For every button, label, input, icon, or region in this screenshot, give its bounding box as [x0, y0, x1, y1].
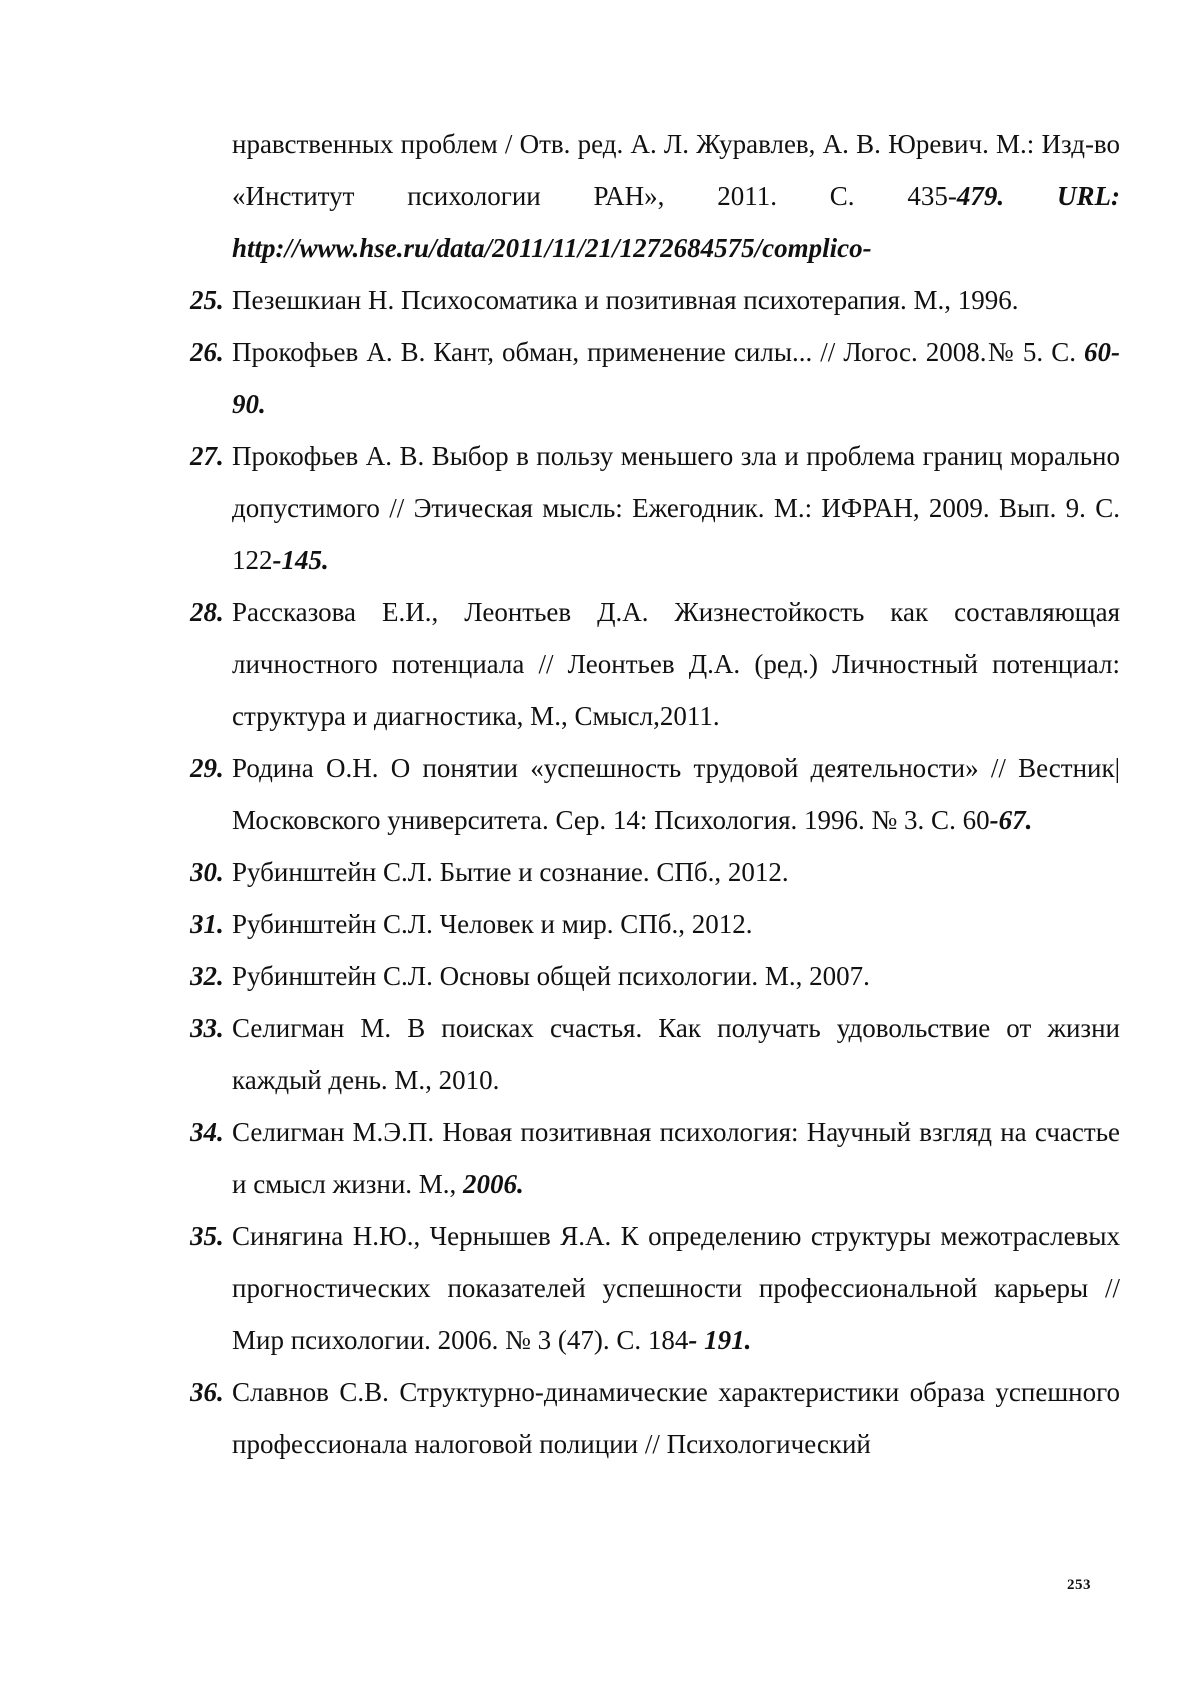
- reference-item-31: [190, 898, 1120, 950]
- reference-number: 26.: [190, 326, 224, 378]
- reference-item-34: [190, 1106, 1120, 1210]
- reference-item-25: [190, 274, 1120, 326]
- reference-text: Селигман М.Э.П. Новая позитивная психология: Научный взгляд на счастье и смысл жизни. М.,: [232, 1117, 1120, 1199]
- reference-number: 25.: [190, 274, 224, 326]
- reference-number: 30.: [190, 846, 224, 898]
- reference-number: 31.: [190, 898, 224, 950]
- reference-item-29: [190, 742, 1120, 846]
- reference-bold-tail: 479. URL:: [957, 181, 1120, 211]
- reference-item-26: [190, 326, 1120, 430]
- reference-bold-tail: 2006.: [456, 1169, 524, 1199]
- reference-text: Пезешкиан Н. Психосоматика и позитивная психотерапия. М., 1996.: [232, 285, 1019, 315]
- reference-item-36: [190, 1366, 1120, 1470]
- reference-item-33: [190, 1002, 1120, 1106]
- reference-bold-tail: 60-90.: [232, 337, 1120, 419]
- reference-number: 33.: [190, 1002, 224, 1054]
- reference-continuation: [190, 118, 1120, 274]
- reference-number: 28.: [190, 586, 224, 638]
- reference-bold-tail: -145.: [273, 545, 329, 575]
- reference-number: 34.: [190, 1106, 224, 1158]
- reference-item-28: [190, 586, 1120, 742]
- reference-number: 29.: [190, 742, 224, 794]
- reference-bold-tail: -67.: [990, 805, 1033, 835]
- reference-item-32: [190, 950, 1120, 1002]
- reference-item-27: [190, 430, 1120, 586]
- reference-text: Синягина Н.Ю., Чернышев Я.А. К определению структуры межотраслевых прогностических показателей успешности профессиональной карьеры // Мир психологии. 2006. № 3 (47). С. 184: [232, 1221, 1120, 1355]
- reference-text: Славнов С.В. Структурно-динамические характеристики образа успешного профессионала налоговой полиции // Психологический: [232, 1377, 1120, 1459]
- document-page: [0, 0, 1200, 1697]
- reference-number: 36.: [190, 1366, 224, 1418]
- reference-text: Прокофьев А. В. Кант, обман, применение силы... // Логос. 2008.№ 5. С.: [232, 337, 1084, 367]
- reference-number: 32.: [190, 950, 224, 1002]
- reference-text: Родина О.Н. О понятии «успешность трудовой деятельности» // Вестник| Московского университета. Сер. 14: Психология. 1996. № 3. С. 60: [232, 753, 1120, 835]
- reference-item-35: [190, 1210, 1120, 1366]
- reference-text: Селигман М. В поисках счастья. Как получать удовольствие от жизни каждый день. М., 2010.: [232, 1013, 1120, 1095]
- reference-text: Рубинштейн С.Л. Человек и мир. СПб., 2012.: [232, 909, 753, 939]
- reference-number: 27.: [190, 430, 224, 482]
- reference-text: Прокофьев А. В. Выбор в пользу меньшего зла и проблема границ морально допустимого // Этическая мысль: Ежегодник. М.: ИФРАН, 2009. Вып. 9. С. 122: [232, 441, 1120, 575]
- reference-text: Рубинштейн С.Л. Основы общей психологии. М., 2007.: [232, 961, 870, 991]
- reference-item-30: [190, 846, 1120, 898]
- reference-text: нравственных проблем / Отв. ред. А. Л. Журавлев, А. В. Юревич. М.: Изд-во «Институт психологии РАН», 2011. С. 435-: [232, 129, 1120, 211]
- reference-text: Рубинштейн С.Л. Бытие и сознание. СПб., 2012.: [232, 857, 789, 887]
- reference-url[interactable]: http://www.hse.ru/data/2011/11/21/1272684575/complico-: [232, 233, 872, 263]
- reference-number: 35.: [190, 1210, 224, 1262]
- reference-bold-tail: - 191.: [688, 1325, 751, 1355]
- reference-text: Рассказова Е.И., Леонтьев Д.А. Жизнестойкость как составляющая личностного потенциала // Леонтьев Д.А. (ред.) Личностный потенциал: структура и диагностика, М., Смысл,2011.: [232, 597, 1120, 731]
- page-number: 253: [1067, 1577, 1091, 1594]
- reference-list: [190, 118, 1120, 1470]
